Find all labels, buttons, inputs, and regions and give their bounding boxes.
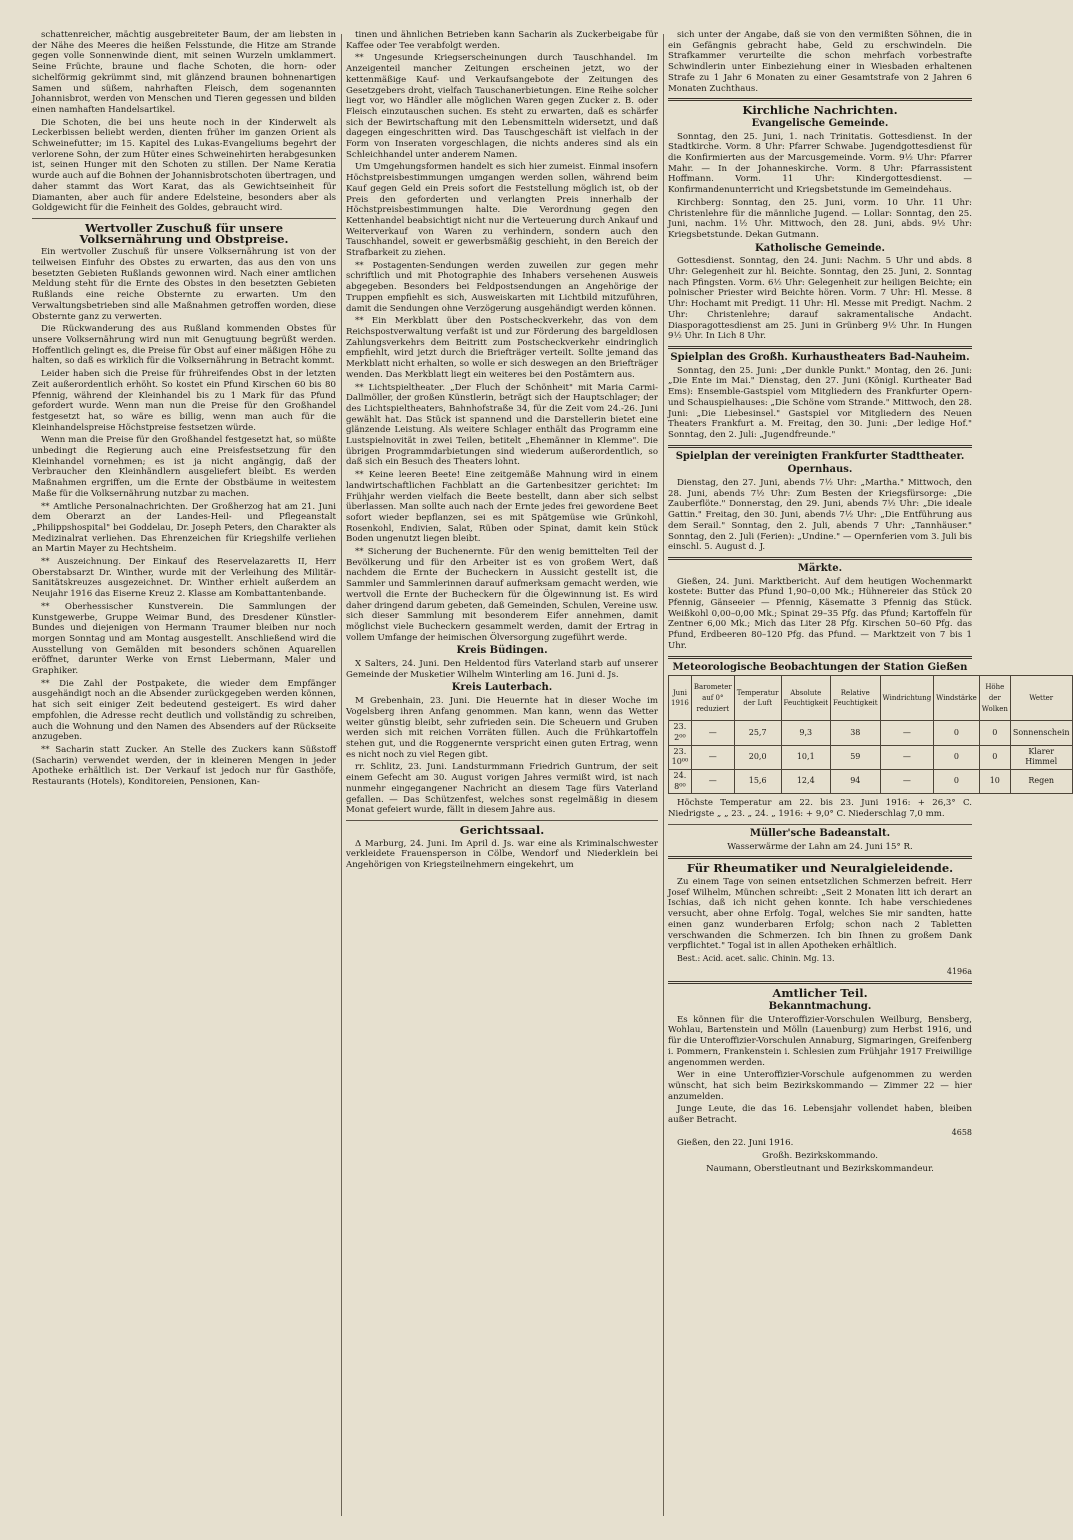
table-cell: Klarer Himmel <box>1010 745 1072 769</box>
divider <box>668 557 972 560</box>
paragraph: ** Auszeichnung. Der Einkauf des Reservelazaretts II, Herr Oberstabsarzt Dr. Winther, wurde mit der Verleihung des Militär-Sanitätskreuzes ausgezeichnet. Dr. Winther erhielt außerdem an Neujahr 1916 das Eiserne Kreuz 2. Klasse am Kombattantenbande. <box>32 557 336 600</box>
table-row <box>669 770 1073 794</box>
column-2 <box>346 30 658 1510</box>
paragraph: ** Keine leeren Beete! Eine zeitgemäße Mahnung wird in einem landwirtschaftlichen Fachblatt an die Gartenbesitzer gerichtet: Im Frühjahr werden vielfach die Beete bestellt, dann aber sich selbst überlassen. Man sollte auch nach der Ernte jedes frei gewordene Beet sofort wieder bepflanzen, sei es mit Spätgemüse wie Grünkohl, Rosenkohl, Endivien, Salat, Rüben oder Spinat, damit kein Stück Boden ungenutzt liegen bleibt. <box>346 470 658 545</box>
table-cell: — <box>691 721 734 745</box>
paragraph: Sonntag, den 25. Juni: „Der dunkle Punkt." Montag, den 26. Juni: „Die Ente im Mai." Dienstag, den 27. Juni (Königl. Kurtheater Bad Ems): Ensemble-Gastspiel vom Mitgliedern des Frankfurter Opern- und Schauspielhauses: „Die Schöne vom Strande." Mittwoch, den 28. Juni: „Die Liebesinsel." Gastspiel vor Mitgliedern des Neuen Theaters Frankfurt a. M. Freitag, den 30. Juni: „Der ledige Hof." Sonntag, den 2. Juli: „Jugendfreunde." <box>668 365 972 440</box>
paragraph: Gießen, 24. Juni. Marktbericht. Auf dem heutigen Wochenmarkt kostete: Butter das Pfund 1,90–0,00 Mk.; Hühnereier das Stück 20 Pfennig, Gänseeier — Pfennig, Käsematte 3 Pfennig das Stück. Weißkohl 0,00–0,00 Mk.; Spinat 29–35 Pfg. das Pfund; Kartoffeln für Zentner 6,00 Mk.; Mich das Liter 28 Pfg. Kirschen 50–60 Pfg. das Pfund, Erdbeeren 80–120 Pfg. das Pfund. — Marktzeit von 7 bis 1 Uhr. <box>668 576 972 651</box>
paragraph: Leider haben sich die Preise für frühreifendes Obst in der letzten Zeit außerordentlich erhöht. So kostet ein Pfund Kirschen 60 bis 80 Pfennig, während der Kleinhandel bis zu 1 Mark für das Pfund gefordert wurde. Wenn man nun die Preise für den Großhandel festgesetzt hat, so wäre es billig, wenn man auch für die Kleinhandelspreise Höchstpreise festsetzen würde. <box>32 369 336 433</box>
table-cell: 0 <box>934 770 980 794</box>
paragraph: ** Sacharin statt Zucker. An Stelle des Zuckers kann Süßstoff (Sacharin) verwendet werden, der in kleineren Mengen in jeder Apotheke erhältlich ist. Der Verkauf ist jedoch nur für Gasthöfe, Restaurants (Hotels), Konditoreien, Pensionen, Kan- <box>32 745 336 788</box>
section-heading: Märkte. <box>797 562 843 574</box>
section-heading: Meteorologische Beobachtungen der Station Gießen <box>672 661 968 673</box>
divider <box>668 824 972 825</box>
table-cell: — <box>691 770 734 794</box>
paragraph: Best.: Acid. acet. salic. Chinin. Mg. 13. <box>677 953 835 963</box>
paragraph: Höchste Temperatur am 22. bis 23. Juni 1916: + 26,3° C. Niedrigste „ „ 23. „ 24. „ 1916: + 9,0° C. Niederschlag 7,0 mm. <box>668 798 972 820</box>
table-cell: 0 <box>979 721 1010 745</box>
divider <box>32 218 336 219</box>
table-cell: 10 <box>979 770 1010 794</box>
paragraph: Zu einem Tage von seinen entsetzlichen Schmerzen befreit. Herr Josef Wilhelm, München schreibt: „Seit 2 Monaten litt ich derart an Ischias, daß ich nicht gehen konnte. Ich habe verschiedenes versucht, aber ohne Erfolg. Togal, welches Sie mir sandten, hatte einen ganz wunderbaren Erfolg; schon nach 2 Tabletten verschwanden die Schmerzen. Ich bin Ihnen zu großem Dank verpflichtet." Togal ist in allen Apotheken erhältlich. <box>668 877 972 952</box>
section-heading: Spielplan der vereinigten Frankfurter Stadttheater. <box>675 450 965 462</box>
sub-heading: Evangelische Gemeinde. <box>751 117 889 129</box>
paragraph: Naumann, Oberstleutnant und Bezirkskommandeur. <box>706 1163 934 1174</box>
table-cell: 0 <box>979 745 1010 769</box>
column-3 <box>668 30 1070 1510</box>
table-cell: — <box>691 745 734 769</box>
table-header-row <box>669 676 1073 721</box>
section-heading: Kreis Lauterbach. <box>451 682 553 694</box>
paragraph: Ein wertvoller Zuschuß für unsere Volksernährung ist von der teilweisen Einfuhr des Obstes zu erwarten, das aus den von uns besetzten Gebieten Rußlands gewonnen wird. Nach einer amtlichen Meldung steht für die Ernte des Obstes in den besetzten Gebieten Rußlands eine reiche Obsternte zu erwarten. Um den Verwaltungsbetrieben sind alle Maßnahmen getroffen worden, diese Obsternte ganz zu verwerten. <box>32 247 336 322</box>
paragraph: sich unter der Angabe, daß sie von den vermißten Söhnen, die in ein Gefängnis gebracht habe, Geld zu erschwindeln. Die Strafkammer verurteilte die schon mehrfach vorbestrafte Schwindlerin unter Einbeziehung einer in Wiesbaden erhaltenen Strafe zu 1 Jahr 6 Monaten zu einer Gesamtstrafe von 2 Jahren 6 Monaten Zuchthaus. <box>668 30 972 94</box>
section-heading: Amtlicher Teil. <box>772 986 868 1001</box>
column-rule <box>663 34 664 1516</box>
table-cell: — <box>880 745 934 769</box>
divider <box>668 346 972 349</box>
section-heading: Spielplan des Großh. Kurhaustheaters Bad-Nauheim. <box>670 351 970 363</box>
divider <box>346 820 658 821</box>
paragraph: Die Schoten, die bei uns heute noch in der Kinderwelt als Leckerbissen beliebt werden, dienten früher im ganzen Orient als Schweinefutter; im 15. Kapitel des Lukas-Evangeliums begehrt der verlorene Sohn, der zum Hüter eines Schweinehirten herabgesunken ist, seinen Hunger mit den Schoten zu stillen. Der Name Keratia wurde auch auf die Bohnen der Johannisbrotschoten übertragen, und daher stammt das Wort Karat, das als Gewichtseinheit für Diamanten, aber auch für andere Edelsteine, besonders aber als Goldgewicht für die Feinheit des Goldes, gebraucht wird. <box>32 117 336 214</box>
table-cell: 24. 8⁰⁰ <box>669 770 692 794</box>
paragraph: Wasserwärme der Lahn am 24. Juni 15° R. <box>727 841 913 852</box>
paragraph: Wenn man die Preise für den Großhandel festgesetzt hat, so müßte unbedingt die Regierung auch eine Preisfestsetzung für den Kleinhandel vornehmen; es ist ja nicht angängig, daß der Verbraucher den Kleinhändlern ausgeliefert bleibt. Es werden Maßnahmen ergriffen, um die Ernte der Obstbäume in weitestem Maße für die Volksernährung nutzbar zu machen. <box>32 435 336 499</box>
column-1 <box>32 30 336 1510</box>
section-heading: Kirchliche Nachrichten. <box>742 103 898 118</box>
table-cell: 9,3 <box>781 721 831 745</box>
table-cell: 23. 2⁰⁰ <box>669 721 692 745</box>
divider <box>668 445 972 448</box>
table-header: Höhe der Wolken <box>979 676 1010 721</box>
divider <box>668 98 972 101</box>
ad-code: 4658 <box>951 1127 972 1137</box>
section-heading: Kreis Büdingen. <box>456 645 548 657</box>
paragraph: tinen und ähnlichen Betrieben kann Sacharin als Zuckerbeigabe für Kaffee oder Tee verabfolgt werden. <box>346 30 658 51</box>
table-cell: 12,4 <box>781 770 831 794</box>
paragraph: ** Ein Merkblatt über den Postscheckverkehr, das von dem Reichspostverwaltung verfaßt ist und zur Förderung des bargeldlosen Zahlungsverkehrs dem Beitritt zum Postscheckverkehr eindringlich empfiehlt, wird jetzt durch die Briefträger verteilt. Sollte jemand das Merkblatt nicht erhalten, so wolle er sich deswegen an den Briefträger wenden. Das Merkblatt liegt ein weiteres bei den Postämtern aus. <box>346 316 658 380</box>
table-header: Windstärke <box>934 676 980 721</box>
table-header: Windrichtung <box>880 676 934 721</box>
table-cell: 15,6 <box>734 770 781 794</box>
table-cell: — <box>880 721 934 745</box>
table-header: Relative Feuchtigkeit <box>831 676 881 721</box>
table-header: Absolute Feuchtigkeit <box>781 676 831 721</box>
paragraph: Sonntag, den 25. Juni, 1. nach Trinitatis. Gottesdienst. In der Stadtkirche. Vorm. 8 Uhr: Pfarrer Schwabe. Jugendgottesdienst für die Konfirmierten aus der Marcusgemeinde. Vorm. 9½ Uhr: Pfarrer Mahr. — In der Johanneskirche. Vorm. 8 Uhr: Pfarrassistent Hoffmann. Vorm. 11 Uhr: Kindergottesdienst. — Konfirmandenunterricht und Kriegsbetstunde im Gemeindehaus. <box>668 131 972 196</box>
table-cell: 23. 10⁰⁰ <box>669 745 692 769</box>
paragraph: Dienstag, den 27. Juni, abends 7½ Uhr: „Martha." Mittwoch, den 28. Juni, abends 7½ Uhr: Zum Besten der Kriegsfürsorge: „Die Zauberflöte." Donnerstag, den 29. Juni, abends 7½ Uhr: „Die ideale Gattin." Freitag, den 30. Juni, abends 7½ Uhr: „Die Entführung aus dem Serail." Sonntag, den 2. Juli, abends 7 Uhr: „Tannhäuser." Sonntag, den 2. Juli (Ferien): „Undine." — Opernferien vom 3. Juli bis einschl. 5. August d. J. <box>668 478 972 553</box>
column-rule <box>341 34 342 1516</box>
paragraph: ** Oberhessischer Kunstverein. Die Sammlungen der Kunstgewerbe, Gruppe Weimar Bund, des Dresdener Künstler-Bundes und diejenigen von Hermann Traumer bleiben nur noch morgen Sonntag und am Montag ausgestellt. Anschließend wird die Ausstellung von Gemälden mit besonders schönen Aquarellen eröffnet, darunter Werke von Ernst Liebermann, Maler und Graphiker. <box>32 601 336 677</box>
paragraph: Junge Leute, die das 16. Lebensjahr vollendet haben, bleiben außer Betracht. <box>668 1104 972 1126</box>
table-cell: 0 <box>934 745 980 769</box>
article-heading: Wertvoller Zuschuß für unsere Volksernährung und Obstpreise. <box>79 220 289 246</box>
paragraph: Gottesdienst. Sonntag, den 24. Juni: Nachm. 5 Uhr und abds. 8 Uhr: Gelegenheit zur hl. Beichte. Sonntag, den 25. Juni, 2. Sonntag nach Pfingsten. Vorm. 6½ Uhr: Gelegenheit zur heiligen Beichte; ein polnischer Priester wird Beichte hören. Vorm. 7 Uhr: Hl. Messe. 8 Uhr: Hochamt mit Predigt. 11 Uhr: Hl. Messe mit Predigt. Nachm. 2 Uhr: Christenlehre; darauf sakramentalische Andacht. Diasporagottesdienst am 25. Juni in Grünberg 9½ Uhr. In Hungen 9½ Uhr. In Lich 8 Uhr. <box>668 256 972 342</box>
paragraph: X Salters, 24. Juni. Den Heldentod fürs Vaterland starb auf unserer Gemeinde der Musketier Wilhelm Winterling am 16. Juni d. Js. <box>346 659 658 680</box>
divider <box>668 981 972 984</box>
table-header: Juni 1916 <box>669 676 692 721</box>
table-cell: 20,0 <box>734 745 781 769</box>
paragraph: Es können für die Unteroffizier-Vorschulen Weilburg, Bensberg, Wohlau, Bartenstein und Mölln (Lauenburg) zum Herbst 1916, und für die Unteroffizier-Vorschulen Annaburg, Sigmaringen, Greifenberg i. Pommern, Frankenstein i. Schlesien zum Frühjahr 1917 Freiwillige angenommen werden. <box>668 1014 972 1068</box>
table-cell: 59 <box>831 745 881 769</box>
paragraph: ** Die Zahl der Postpakete, die wieder dem Empfänger ausgehändigt noch an die Absender zurückgegeben werden können, hat sich seit einiger Zeit bedeutend gesteigert. Es wird daher empfohlen, die Adresse recht deutlich und vollständig zu schreiben, auch die Wohnung und den Namen des Absenders auf der Rückseite anzugeben. <box>32 678 336 743</box>
paragraph: Die Rückwanderung des aus Rußland kommenden Obstes für unsere Volksernährung wird nun mit Genugtuung begrüßt werden. Hoffentlich gelingt es, die Preise für Obst auf einer mäßigen Höhe zu halten, so daß es wirklich für die Volksernährung in Betracht kommt. <box>32 324 336 367</box>
section-heading: Gerichtssaal. <box>459 822 545 837</box>
table-cell: 94 <box>831 770 881 794</box>
table-cell: — <box>880 770 934 794</box>
table-cell: Regen <box>1010 770 1072 794</box>
paragraph: Δ Marburg, 24. Juni. Im April d. Js. war eine als Kriminalschwester verkleidete Frauensperson in Cölbe, Wendorf und Niederklein bei Angehörigen von Kriegsteilnehmern eingekehrt, um <box>346 838 658 871</box>
table-header: Temperatur der Luft <box>734 676 781 721</box>
ad-heading: Für Rheumatiker und Neuralgieleidende. <box>686 861 954 876</box>
paragraph: Gießen, den 22. Juni 1916. <box>677 1138 794 1149</box>
table-row <box>669 721 1073 745</box>
paragraph: Wer in eine Unteroffizier-Vorschule aufgenommen zu werden wünscht, hat sich beim Bezirkskommando — Zimmer 22 — hier anzumelden. <box>668 1070 972 1102</box>
paragraph: M Grebenhain, 23. Juni. Die Heuernte hat in dieser Woche im Vogelsberg ihren Anfang genommen. Man kann, wenn das Wetter weiter günstig bleibt, sehr zufrieden sein. Die Scheuern und Gruben werden sich mit reichen Vorräten füllen. Auch die Frühkartoffeln stehen gut, und die Roggenernte verspricht einen guten Ertrag, wenn es nicht noch zu viel Regen gibt. <box>346 696 658 760</box>
table-cell: 0 <box>934 721 980 745</box>
paragraph: schattenreicher, mächtig ausgebreiteter Baum, der am liebsten in der Nähe des Meeres die heißen Felsstunde, die Hitze am Strande gegen volle Sonnenwinde dient, mit seinen Wurzeln umklammert. Seine Früchte, braune und flache Schoten, die horn- oder sichelförmig gekrümmt sind, mit glänzend braunen bohnenartigen Samen und süßem, nahrhaften Fleisch, dem sogenannten Johannisbrot, werden von Menschen und Tieren gegessen und bilden einen namhaften Handelsartikel. <box>32 30 336 115</box>
ad-code: 4196a <box>946 966 972 976</box>
divider <box>668 856 972 859</box>
paragraph: ** Sicherung der Buchenernte. Für den wenig bemittelten Teil der Bevölkerung und für den Arbeiter ist es von großem Wert, daß nachdem die Ernte der Bucheckern in Aussicht gestellt ist, die Sammler und Sammlerinnen darauf aufmerksam gemacht werden, wie wertvoll die Ernte der Bucheckern für die Ölgewinnung ist. Es wird daher dringend darum gebeten, daß Gemeinden, Schulen, Vereine usw. sich dieser Sammlung mit besonderem Eifer annehmen, damit möglichst viele Bucheckern gesammelt werden, damit der Ertrag in vollem Umfange der heimischen Ölversorgung zugeführt werde. <box>346 547 658 643</box>
divider <box>668 656 972 659</box>
table-row <box>669 745 1073 769</box>
table-cell: 25,7 <box>734 721 781 745</box>
sub-heading: Bekanntmachung. <box>768 1001 872 1013</box>
paragraph: Großh. Bezirkskommando. <box>762 1151 878 1162</box>
table-header: Wetter <box>1010 676 1072 721</box>
paragraph: ** Ungesunde Kriegserscheinungen durch Tauschhandel. Im Anzeigenteil mancher Zeitungen erscheinen jetzt, wo der kettenmäßige Kauf- und Verkaufsangebote der Zeitungen des Gesetzgebers droht, vielfach Tauschanerbietungen. Eine Reihe solcher liegt vor, wo Händler alle möglichen Waren gegen Zucker z. B. oder Fleisch einzutauschen suchen. Es steht zu erwarten, daß es schärfer sich der Bewirtschaftung mit den Lebensmitteln widersetzt, und daß dagegen eingeschritten wird. Das Tauschgeschäft ist vielfach in der Form von Inseraten vorgeschlagen, die nichts anderes sind als ein Schleichhandel unter anderem Namen. <box>346 53 658 160</box>
paragraph: Um Umgehungsformen handelt es sich hier zumeist. Einmal insofern Höchstpreisbestimmungen umgangen werden sollen, während beim Kauf gegen Geld ein Preis sofort die Feststellung möglich ist, ob der Preis den geforderten und verlangten Preis innerhalb der Höchstpreisbestimmungen halte. Die Verordnung gegen den Kettenhandel beabsichtigt nicht nur die Verteuerung durch Ankauf und Weiterverkauf von Waren zu verhindern, sondern auch den Tauschhandel, soweit er gewerbsmäßig geschieht, in den Bereich der Strafbarkeit zu ziehen. <box>346 162 658 259</box>
section-heading: Müller'sche Badeanstalt. <box>749 827 891 839</box>
paragraph: ** Postagenten-Sendungen werden zuweilen zur gegen mehr schriftlich und mit Photographie des Inhabers versehenen Ausweis abgegeben. Besonders bei Feldpostsendungen an Angehörige der Truppen empfiehlt es sich, Ausweiskarten mit Lichtbild mitzuführen, damit die Sendungen ohne Verzögerung ausgehändigt werden können. <box>346 260 658 314</box>
table-cell: 38 <box>831 721 881 745</box>
weather-table <box>668 675 1073 794</box>
sub-heading: Katholische Gemeinde. <box>755 242 885 254</box>
table-header: Barometer auf 0° reduziert <box>691 676 734 721</box>
paragraph: rr. Schlitz, 23. Juni. Landsturmmann Friedrich Guntrum, der seit einem Gefecht am 30. August vorigen Jahres vermißt wird, ist nach nunmehr eingegangener Nachricht an diesem Tage fürs Vaterland gefallen. — Das Schützenfest, welches sonst regelmäßig in diesem Monat gefeiert wurde, fällt in diesem Jahre aus. <box>346 762 658 816</box>
paragraph: ** Lichtspieltheater. „Der Fluch der Schönheit" mit Maria Carmi-Dallmöller, der großen Künstlerin, beträgt sich der Hauptschlager; der des Lichtspieltheaters, Bahnhofstraße 34, für die Zeit vom 24.-26. Juni gewählt hat. Das Stück ist spannend und die Darstellerin bietet eine glänzende Leistung. Als weitere Schlager enthält das Programm eine Lustspielnovität in zwei Teilen, betitelt „Ehemänner in Klemme". Die übrigen Programmdarbietungen sind wiederum außerordentlich, so daß sich ein Besuch des Theaters lohnt. <box>346 382 658 468</box>
paragraph: Kirchberg: Sonntag, den 25. Juni, vorm. 10 Uhr. 11 Uhr: Christenlehre für die männliche Jugend. — Lollar: Sonntag, den 25. Juni, nachm. 1½ Uhr. Mittwoch, den 28. Juni, abds. 9½ Uhr: Kriegsbetstunde. Dekan Gutmann. <box>668 197 972 240</box>
table-cell: Sonnenschein <box>1010 721 1072 745</box>
table-cell: 10,1 <box>781 745 831 769</box>
paragraph: ** Amtliche Personalnachrichten. Der Großherzog hat am 21. Juni dem Oberarzt an der Landes-Heil- und Pflegeanstalt „Philippshospital" bei Goddelau, Dr. Joseph Peters, den Charakter als Medizinalrat verliehen. Das Ehrenzeichen für Kriegshilfe verliehen an Martin Mayer zu Hechtsheim. <box>32 501 336 555</box>
sub-heading: Opernhaus. <box>787 464 853 476</box>
